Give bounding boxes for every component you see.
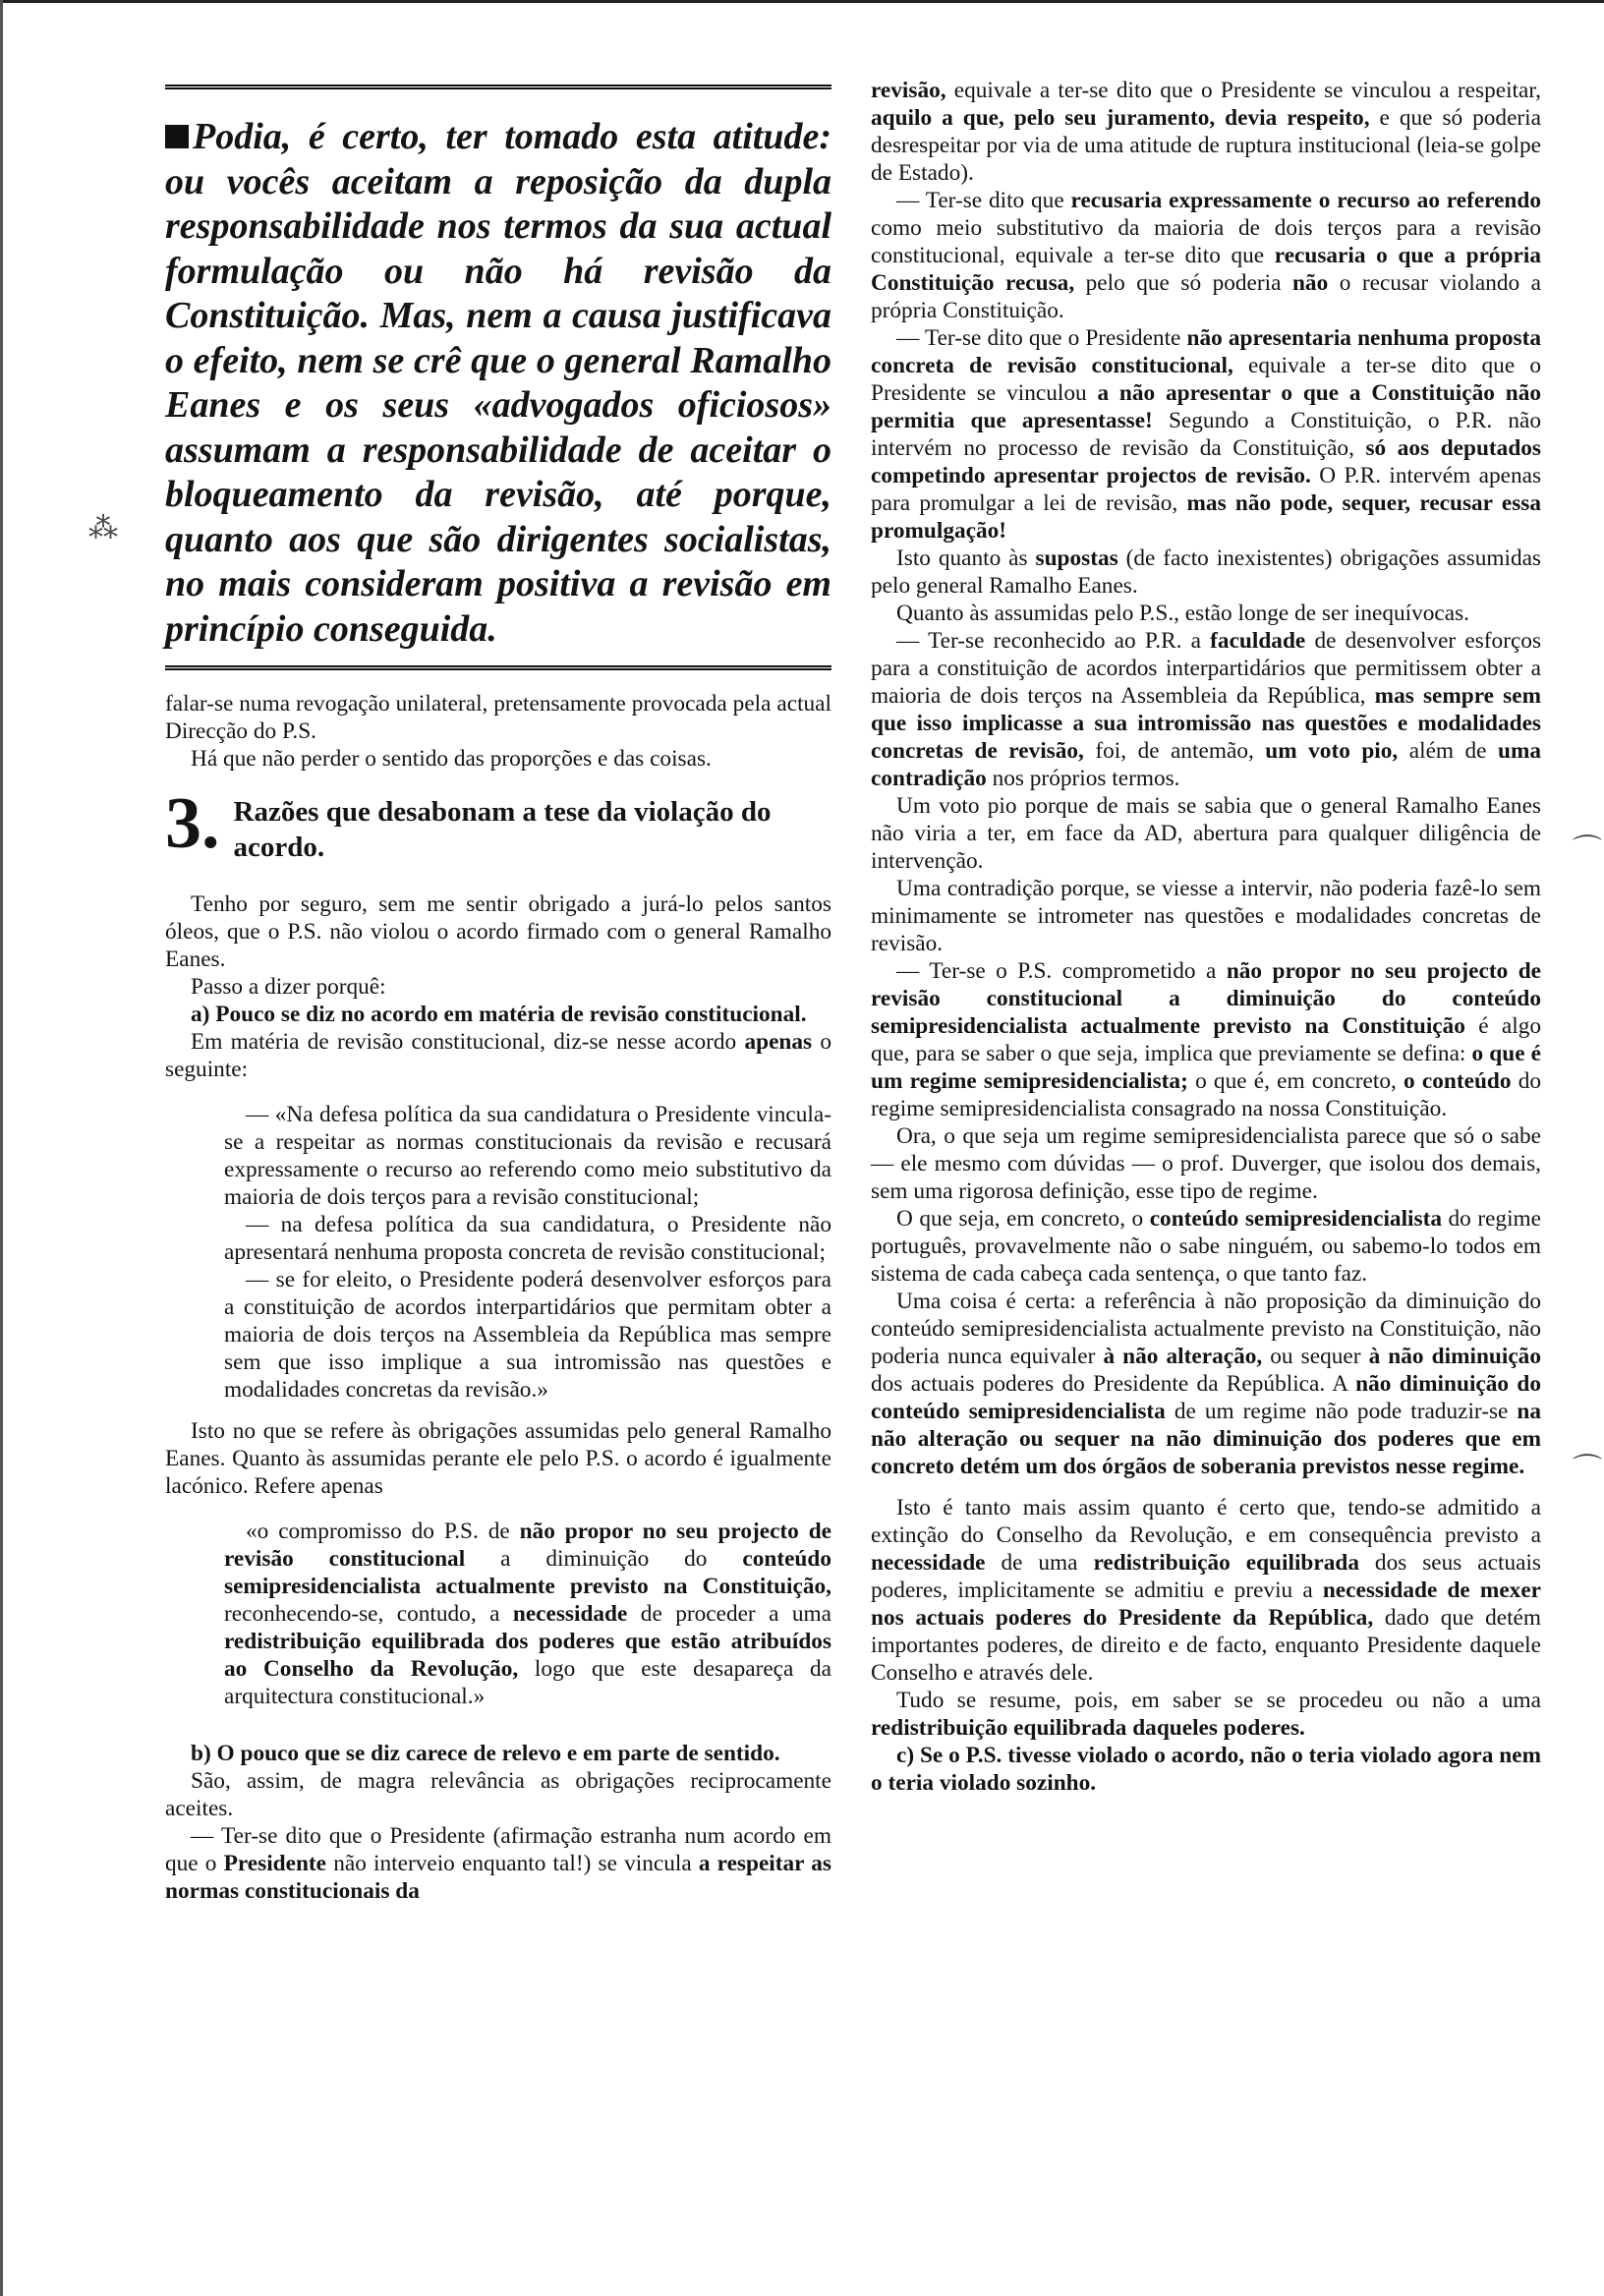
paragraph: Em matéria de revisão constitucional, diz-se nesse acordo apenas o seguinte: xyxy=(165,1029,832,1082)
bullet-square-icon xyxy=(165,125,189,148)
paragraph: Há que não perder o sentido das proporções e das coisas. xyxy=(191,746,712,772)
paragraph: São, assim, de magra relevância as obrigações reciprocamente aceites. xyxy=(165,1768,831,1821)
paragraph: revisão, equivale a ter-se dito que o Presidente se vinculou a respeitar, aquilo a que, pelo seu juramento, devia respeito, e que só poderia desrespeitar por via de uma atitude de ruptura institucional (leia-se golpe de Estado). xyxy=(871,78,1541,186)
paragraph: — Ter-se dito que recusaria expressamente o recurso ao referendo como meio substitutivo da maioria de dois terços para a revisão constitucional, equivale a ter-se dito que recusaria o que a própria Constituição recusa, pelo que só poderia não o recusar violando a própria Constituição. xyxy=(871,188,1541,323)
margin-mark: ⌒ xyxy=(1573,834,1602,867)
paragraph: Um voto pio porque de mais se sabia que o general Ramalho Eanes não viria a ter, em face da AD, abertura para qualquer diligência de intervenção. xyxy=(871,793,1541,874)
pull-quote: Podia, é certo, ter tomado esta atitude: ou vocês aceitam a reposição da dupla responsabilidade nos termos da sua actual formulação ou não há revisão da Constituição. Mas, nem a causa justificava o efeito, nem se crê que o general Ramalho Eanes e os seus «advogados oficiosos» assumam a responsabilidade de aceitar o bloqueamento da revisão, até porque, quanto aos que são dirigentes socialistas, no mais consideram positiva a revisão em princípio conseguida. xyxy=(165,116,831,650)
paragraph-gap xyxy=(871,1480,1541,1494)
section-title: Razões que desabonam a tese da violação do acordo. xyxy=(233,796,772,863)
paragraph: falar-se numa revogação unilateral, pretensamente provocada pela actual Direcção do P.S. xyxy=(165,691,831,744)
paragraph: — Ter-se o P.S. comprometido a não propor no seu projecto de revisão constitucional a diminuição do conteúdo semipresidencialista actualmente previsto na Constituição é algo que, para se saber o que seja, implica que previamente se defina: o que é um regime semipresidencialista; o que é, em concreto, o conteúdo do regime semipresidencialista consagrado na nossa Constituição. xyxy=(871,958,1542,1121)
quote-item: — se for eleito, o Presidente poderá desenvolver esforços para a constituição de acordos interpartidários que permitam obter a maioria de dois terços na Assembleia da República mas sempre sem que isso implique a sua intromissão nas questões e modalidades concretas da revisão.» xyxy=(224,1267,831,1403)
margin-mark: ⌒ xyxy=(1573,1454,1602,1486)
subheading-b: b) O pouco que se diz carece de relevo e em parte de sentido. xyxy=(191,1741,780,1766)
paragraph: Uma coisa é certa: a referência à não proposição da diminuição do conteúdo semipresidencialista actualmente previsto na Constituição, não poderia nunca equivaler à não alteração, ou sequer à não diminuição dos actuais poderes do Presidente da República. A não diminuição do conteúdo semipresidencialista de um regime não pode traduzir-se na não alteração ou sequer na não diminuição dos poderes que em concreto detém um dos órgãos de soberania previstos nesse regime. xyxy=(871,1289,1542,1479)
quote-item: — na defesa política da sua candidatura, o Presidente não apresentará nenhuma proposta concreta de revisão constitucional; xyxy=(224,1212,831,1265)
page-left-border xyxy=(0,0,3,2296)
agreement-quote xyxy=(224,1101,831,1404)
paragraph: Ora, o que seja um regime semipresidencialista parece que só o sabe — ele mesmo com dúvidas — o prof. Duverger, que isolou dos demais, sem uma rigorosa definição, esse tipo de regime. xyxy=(871,1123,1541,1204)
paragraph: O que seja, em concreto, o conteúdo semipresidencialista do regime português, provavelmente não o sabe ninguém, ou sabemo-lo todos em sistema de cada cabeça cada sentença, o que tanto faz. xyxy=(871,1206,1542,1287)
section-number: 3. xyxy=(165,783,220,864)
pull-quote-box xyxy=(165,85,831,670)
right-column xyxy=(871,77,1541,1797)
quote-item: — «Na defesa política da sua candidatura o Presidente vincula-se a respeitar as normas constitucionais da revisão e recusará expressamente o recurso ao referendo como meio substitutivo da maioria de dois terços para a revisão constitucional; xyxy=(224,1102,831,1210)
paragraph: Passo a dizer porquê: xyxy=(191,974,386,1000)
subheading-c: c) Se o P.S. tivesse violado o acordo, não o teria violado agora nem o teria violado sozinho. xyxy=(871,1743,1541,1796)
paragraph: Uma contradição porque, se viesse a intervir, não poderia fazê-lo sem minimamente se intrometer nas questões e modalidades concretas de revisão. xyxy=(871,876,1541,956)
paragraph: Isto no que se refere às obrigações assumidas pelo general Ramalho Eanes. Quanto às assumidas perante ele pelo P.S. o acordo é igualmente lacónico. Refere apenas xyxy=(165,1418,831,1499)
left-column xyxy=(165,77,831,1905)
paragraph: Quanto às assumidas pelo P.S., estão longe de ser inequívocas. xyxy=(896,601,1469,626)
section-heading xyxy=(165,783,831,865)
paragraph: Isto é tanto mais assim quanto é certo que, tendo-se admitido a extinção do Conselho da Revolução, e em consequência previsto a necessidade de uma redistribuição equilibrada dos seus actuais poderes, implicitamente se admitiu e previu a necessidade de mexer nos actuais poderes do Presidente da República, dado que detém importantes poderes, de direito e de facto, enquanto Presidente daquele Conselho e através dele. xyxy=(871,1495,1541,1686)
paragraph: — Ter-se dito que o Presidente não apresentaria nenhuma proposta concreta de revisão constitucional, equivale a ter-se dito que o Presidente se vinculou a não apresentar o que a Constituição não permitia que apresentasse! Segundo a Constituição, o P.R. não intervém no processo de revisão da Constituição, só aos deputados competindo apresentar projectos de revisão. O P.R. intervém apenas para promulgar a lei de revisão, mas não pode, sequer, recusar essa promulgação! xyxy=(871,325,1542,544)
paragraph: — Ter-se reconhecido ao P.R. a faculdade de desenvolver esforços para a constituição de acordos interpartidários que permitissem obter a maioria de dois terços na Assembleia da República, mas sempre sem que isso implicasse a sua intromissão nas questões e modalidades concretas de revisão, foi, de antemão, um voto pio, além de uma contradição nos próprios termos. xyxy=(871,628,1542,791)
subheading-a: a) Pouco se diz no acordo em matéria de revisão constitucional. xyxy=(191,1002,807,1027)
paragraph: Isto quanto às supostas (de facto inexistentes) obrigações assumidas pelo general Ramalho Eanes. xyxy=(871,545,1541,599)
paragraph: Tudo se resume, pois, em saber se se procedeu ou não a uma redistribuição equilibrada daqueles poderes. xyxy=(871,1688,1541,1741)
paragraph: Tenho por seguro, sem me sentir obrigado a jurá-lo pelos santos óleos, que o P.S. não violou o acordo firmado com o general Ramalho Eanes. xyxy=(165,891,831,972)
scan-speck: ⁂ xyxy=(88,512,118,545)
paragraph: — Ter-se dito que o Presidente (afirmação estranha num acordo em que o Presidente não interveio enquanto tal!) se vincula a respeitar as normas constitucionais da xyxy=(165,1823,831,1904)
ps-commitment-quote: «o compromisso do P.S. de não propor no seu projecto de revisão constitucional a diminuição do conteúdo semipresidencialista actualmente previsto na Constituição, reconhecendo-se, contudo, a necessidade de proceder a uma redistribuição equilibrada dos poderes que estão atribuídos ao Conselho da Revolução, logo que este desapareça da arquitectura constitucional.» xyxy=(224,1519,832,1709)
page-top-border xyxy=(0,0,1604,3)
